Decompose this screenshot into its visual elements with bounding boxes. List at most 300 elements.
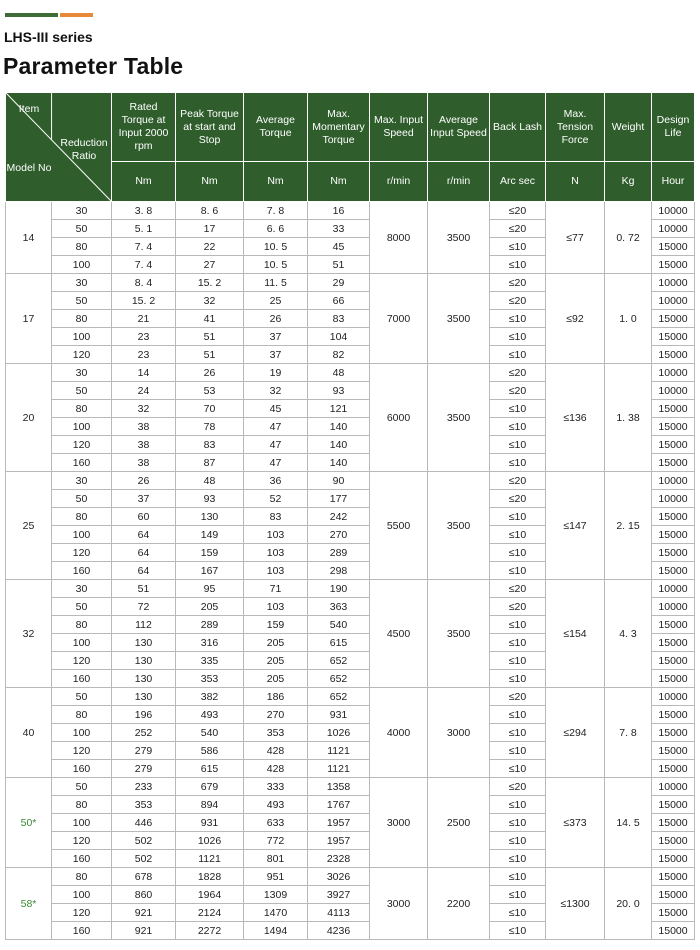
ratio-cell: 30 (52, 274, 112, 292)
max-momentary-torque-cell: 16 (308, 202, 370, 220)
backlash-cell: ≤20 (490, 598, 546, 616)
max-momentary-torque-cell: 33 (308, 220, 370, 238)
rated-torque-cell: 279 (112, 760, 176, 778)
rated-torque-cell: 130 (112, 634, 176, 652)
max-input-speed-cell: 8000 (370, 202, 428, 274)
average-torque-cell: 37 (244, 346, 308, 364)
corner-ratio-label: Reduction Ratio (60, 137, 108, 162)
max-momentary-torque-cell: 1358 (308, 778, 370, 796)
backlash-cell: ≤10 (490, 544, 546, 562)
design-life-cell: 10000 (652, 580, 695, 598)
average-torque-cell: 772 (244, 832, 308, 850)
ratio-cell: 120 (52, 832, 112, 850)
max-momentary-torque-cell: 104 (308, 328, 370, 346)
max-input-speed-cell: 5500 (370, 472, 428, 580)
peak-torque-cell: 1026 (176, 832, 244, 850)
backlash-cell: ≤10 (490, 670, 546, 688)
model-cell: 40 (6, 688, 52, 778)
backlash-cell: ≤10 (490, 922, 546, 940)
column-unit: Arc sec (490, 162, 546, 202)
design-life-cell: 15000 (652, 652, 695, 670)
rated-torque-cell: 5. 1 (112, 220, 176, 238)
rated-torque-cell: 24 (112, 382, 176, 400)
rated-torque-cell: 64 (112, 562, 176, 580)
max-tension-force-cell: ≤373 (546, 778, 605, 868)
backlash-cell: ≤10 (490, 310, 546, 328)
max-momentary-torque-cell: 29 (308, 274, 370, 292)
rated-torque-cell: 64 (112, 526, 176, 544)
column-unit: N (546, 162, 605, 202)
peak-torque-cell: 1121 (176, 850, 244, 868)
max-momentary-torque-cell: 48 (308, 364, 370, 382)
average-torque-cell: 428 (244, 742, 308, 760)
average-input-speed-cell: 3000 (428, 688, 490, 778)
peak-torque-cell: 335 (176, 652, 244, 670)
design-life-cell: 15000 (652, 346, 695, 364)
rated-torque-cell: 72 (112, 598, 176, 616)
weight-cell: 20. 0 (605, 868, 652, 940)
rated-torque-cell: 8. 4 (112, 274, 176, 292)
peak-torque-cell: 8. 6 (176, 202, 244, 220)
backlash-cell: ≤10 (490, 436, 546, 454)
rated-torque-cell: 60 (112, 508, 176, 526)
rated-torque-cell: 130 (112, 652, 176, 670)
max-momentary-torque-cell: 140 (308, 454, 370, 472)
average-torque-cell: 25 (244, 292, 308, 310)
max-tension-force-cell: ≤154 (546, 580, 605, 688)
max-input-speed-cell: 7000 (370, 274, 428, 364)
rated-torque-cell: 130 (112, 670, 176, 688)
peak-torque-cell: 316 (176, 634, 244, 652)
average-torque-cell: 45 (244, 400, 308, 418)
rated-torque-cell: 32 (112, 400, 176, 418)
average-torque-cell: 633 (244, 814, 308, 832)
rated-torque-cell: 38 (112, 454, 176, 472)
average-torque-cell: 83 (244, 508, 308, 526)
peak-torque-cell: 27 (176, 256, 244, 274)
average-torque-cell: 186 (244, 688, 308, 706)
max-momentary-torque-cell: 3927 (308, 886, 370, 904)
design-life-cell: 10000 (652, 382, 695, 400)
max-momentary-torque-cell: 540 (308, 616, 370, 634)
backlash-cell: ≤10 (490, 832, 546, 850)
rated-torque-cell: 353 (112, 796, 176, 814)
max-momentary-torque-cell: 83 (308, 310, 370, 328)
rated-torque-cell: 51 (112, 580, 176, 598)
backlash-cell: ≤20 (490, 220, 546, 238)
max-input-speed-cell: 3000 (370, 868, 428, 940)
peak-torque-cell: 159 (176, 544, 244, 562)
table-row (6, 364, 695, 382)
design-life-cell: 10000 (652, 490, 695, 508)
peak-torque-cell: 1828 (176, 868, 244, 886)
ratio-cell: 100 (52, 328, 112, 346)
model-cell: 32 (6, 580, 52, 688)
max-momentary-torque-cell: 82 (308, 346, 370, 364)
design-life-cell: 15000 (652, 238, 695, 256)
backlash-cell: ≤10 (490, 328, 546, 346)
series-title: LHS-III series (4, 29, 93, 45)
rated-torque-cell: 21 (112, 310, 176, 328)
peak-torque-cell: 53 (176, 382, 244, 400)
ratio-cell: 50 (52, 598, 112, 616)
average-torque-cell: 32 (244, 382, 308, 400)
design-life-cell: 15000 (652, 400, 695, 418)
average-input-speed-cell: 2500 (428, 778, 490, 868)
average-torque-cell: 36 (244, 472, 308, 490)
backlash-cell: ≤10 (490, 562, 546, 580)
table-row (6, 472, 695, 490)
design-life-cell: 15000 (652, 328, 695, 346)
average-torque-cell: 159 (244, 616, 308, 634)
backlash-cell: ≤10 (490, 634, 546, 652)
average-torque-cell: 951 (244, 868, 308, 886)
design-life-cell: 15000 (652, 886, 695, 904)
ratio-cell: 160 (52, 760, 112, 778)
model-cell: 25 (6, 472, 52, 580)
rated-torque-cell: 446 (112, 814, 176, 832)
ratio-cell: 160 (52, 670, 112, 688)
ratio-cell: 100 (52, 256, 112, 274)
max-tension-force-cell: ≤294 (546, 688, 605, 778)
column-unit: Nm (176, 162, 244, 202)
design-life-cell: 15000 (652, 634, 695, 652)
column-unit: Nm (308, 162, 370, 202)
rated-torque-cell: 64 (112, 544, 176, 562)
ratio-cell: 50 (52, 292, 112, 310)
peak-torque-cell: 894 (176, 796, 244, 814)
max-momentary-torque-cell: 177 (308, 490, 370, 508)
backlash-cell: ≤10 (490, 346, 546, 364)
average-torque-cell: 428 (244, 760, 308, 778)
max-momentary-torque-cell: 66 (308, 292, 370, 310)
ratio-cell: 100 (52, 724, 112, 742)
average-torque-cell: 10. 5 (244, 238, 308, 256)
max-tension-force-cell: ≤136 (546, 364, 605, 472)
ratio-cell: 120 (52, 346, 112, 364)
average-torque-cell: 47 (244, 454, 308, 472)
weight-cell: 14. 5 (605, 778, 652, 868)
average-torque-cell: 353 (244, 724, 308, 742)
table-row (6, 778, 695, 796)
average-input-speed-cell: 3500 (428, 364, 490, 472)
max-momentary-torque-cell: 298 (308, 562, 370, 580)
ratio-cell: 80 (52, 238, 112, 256)
max-input-speed-cell: 4500 (370, 580, 428, 688)
backlash-cell: ≤10 (490, 454, 546, 472)
weight-cell: 1. 0 (605, 274, 652, 364)
page-title: Parameter Table (3, 53, 184, 79)
peak-torque-cell: 1964 (176, 886, 244, 904)
rated-torque-cell: 130 (112, 688, 176, 706)
max-input-speed-cell: 6000 (370, 364, 428, 472)
column-header: Rated Torque at Input 2000 rpm (112, 93, 176, 162)
ratio-cell: 100 (52, 418, 112, 436)
rated-torque-cell: 921 (112, 922, 176, 940)
backlash-cell: ≤20 (490, 490, 546, 508)
column-unit: Kg (605, 162, 652, 202)
ratio-cell: 160 (52, 562, 112, 580)
design-life-cell: 10000 (652, 472, 695, 490)
backlash-cell: ≤10 (490, 904, 546, 922)
peak-torque-cell: 130 (176, 508, 244, 526)
max-momentary-torque-cell: 242 (308, 508, 370, 526)
ratio-cell: 50 (52, 490, 112, 508)
ratio-cell: 120 (52, 904, 112, 922)
ratio-cell: 100 (52, 634, 112, 652)
rated-torque-cell: 14 (112, 364, 176, 382)
average-torque-cell: 71 (244, 580, 308, 598)
average-torque-cell: 103 (244, 598, 308, 616)
backlash-cell: ≤10 (490, 724, 546, 742)
accent-bar-green (5, 13, 58, 17)
design-life-cell: 15000 (652, 868, 695, 886)
rated-torque-cell: 860 (112, 886, 176, 904)
model-cell: 20 (6, 364, 52, 472)
backlash-cell: ≤20 (490, 202, 546, 220)
average-torque-cell: 801 (244, 850, 308, 868)
design-life-cell: 15000 (652, 904, 695, 922)
rated-torque-cell: 196 (112, 706, 176, 724)
ratio-cell: 120 (52, 742, 112, 760)
average-input-speed-cell: 3500 (428, 580, 490, 688)
max-momentary-torque-cell: 1957 (308, 832, 370, 850)
design-life-cell: 15000 (652, 922, 695, 940)
max-momentary-torque-cell: 140 (308, 436, 370, 454)
column-header: Max. Tension Force (546, 93, 605, 162)
average-torque-cell: 103 (244, 526, 308, 544)
ratio-cell: 100 (52, 814, 112, 832)
backlash-cell: ≤10 (490, 760, 546, 778)
backlash-cell: ≤10 (490, 418, 546, 436)
backlash-cell: ≤10 (490, 706, 546, 724)
ratio-cell: 80 (52, 616, 112, 634)
peak-torque-cell: 353 (176, 670, 244, 688)
corner-item-label: Item (18, 103, 40, 115)
backlash-cell: ≤10 (490, 508, 546, 526)
backlash-cell: ≤10 (490, 616, 546, 634)
ratio-cell: 120 (52, 436, 112, 454)
max-momentary-torque-cell: 270 (308, 526, 370, 544)
backlash-cell: ≤10 (490, 400, 546, 418)
average-torque-cell: 10. 5 (244, 256, 308, 274)
design-life-cell: 10000 (652, 598, 695, 616)
average-input-speed-cell: 3500 (428, 274, 490, 364)
peak-torque-cell: 2124 (176, 904, 244, 922)
peak-torque-cell: 93 (176, 490, 244, 508)
peak-torque-cell: 586 (176, 742, 244, 760)
weight-cell: 4. 3 (605, 580, 652, 688)
average-torque-cell: 6. 6 (244, 220, 308, 238)
design-life-cell: 15000 (652, 616, 695, 634)
max-tension-force-cell: ≤92 (546, 274, 605, 364)
average-torque-cell: 103 (244, 562, 308, 580)
design-life-cell: 15000 (652, 418, 695, 436)
max-momentary-torque-cell: 652 (308, 688, 370, 706)
rated-torque-cell: 233 (112, 778, 176, 796)
rated-torque-cell: 502 (112, 832, 176, 850)
ratio-cell: 30 (52, 472, 112, 490)
backlash-cell: ≤10 (490, 742, 546, 760)
average-torque-cell: 270 (244, 706, 308, 724)
weight-cell: 0. 72 (605, 202, 652, 274)
column-header: Average Torque (244, 93, 308, 162)
max-tension-force-cell: ≤1300 (546, 868, 605, 940)
weight-cell: 1. 38 (605, 364, 652, 472)
max-momentary-torque-cell: 90 (308, 472, 370, 490)
ratio-cell: 160 (52, 850, 112, 868)
average-torque-cell: 52 (244, 490, 308, 508)
backlash-cell: ≤20 (490, 292, 546, 310)
column-unit: r/min (428, 162, 490, 202)
ratio-cell: 80 (52, 706, 112, 724)
ratio-cell: 80 (52, 508, 112, 526)
average-torque-cell: 1309 (244, 886, 308, 904)
peak-torque-cell: 51 (176, 346, 244, 364)
ratio-cell: 50 (52, 688, 112, 706)
average-torque-cell: 47 (244, 418, 308, 436)
table-row (6, 868, 695, 886)
max-momentary-torque-cell: 1767 (308, 796, 370, 814)
design-life-cell: 15000 (652, 310, 695, 328)
design-life-cell: 15000 (652, 796, 695, 814)
ratio-cell: 100 (52, 526, 112, 544)
backlash-cell: ≤20 (490, 688, 546, 706)
ratio-cell: 50 (52, 778, 112, 796)
column-header: Back Lash (490, 93, 546, 162)
peak-torque-cell: 167 (176, 562, 244, 580)
max-momentary-torque-cell: 1957 (308, 814, 370, 832)
column-unit: Hour (652, 162, 695, 202)
max-momentary-torque-cell: 45 (308, 238, 370, 256)
design-life-cell: 10000 (652, 778, 695, 796)
rated-torque-cell: 3. 8 (112, 202, 176, 220)
max-momentary-torque-cell: 3026 (308, 868, 370, 886)
peak-torque-cell: 679 (176, 778, 244, 796)
design-life-cell: 10000 (652, 364, 695, 382)
ratio-cell: 30 (52, 202, 112, 220)
max-momentary-torque-cell: 140 (308, 418, 370, 436)
peak-torque-cell: 149 (176, 526, 244, 544)
peak-torque-cell: 32 (176, 292, 244, 310)
max-momentary-torque-cell: 931 (308, 706, 370, 724)
column-header: Weight (605, 93, 652, 162)
peak-torque-cell: 78 (176, 418, 244, 436)
peak-torque-cell: 70 (176, 400, 244, 418)
max-momentary-torque-cell: 2328 (308, 850, 370, 868)
max-tension-force-cell: ≤147 (546, 472, 605, 580)
model-cell: 14 (6, 202, 52, 274)
rated-torque-cell: 38 (112, 418, 176, 436)
average-input-speed-cell: 2200 (428, 868, 490, 940)
backlash-cell: ≤10 (490, 652, 546, 670)
max-momentary-torque-cell: 652 (308, 652, 370, 670)
max-momentary-torque-cell: 190 (308, 580, 370, 598)
peak-torque-cell: 48 (176, 472, 244, 490)
ratio-cell: 120 (52, 544, 112, 562)
ratio-cell: 120 (52, 652, 112, 670)
average-torque-cell: 205 (244, 670, 308, 688)
average-input-speed-cell: 3500 (428, 472, 490, 580)
max-momentary-torque-cell: 51 (308, 256, 370, 274)
design-life-cell: 15000 (652, 454, 695, 472)
column-header: Max. Momentary Torque (308, 93, 370, 162)
backlash-cell: ≤10 (490, 238, 546, 256)
column-unit: Nm (112, 162, 176, 202)
rated-torque-cell: 502 (112, 850, 176, 868)
ratio-cell: 160 (52, 454, 112, 472)
rated-torque-cell: 7. 4 (112, 256, 176, 274)
ratio-cell: 80 (52, 310, 112, 328)
backlash-cell: ≤20 (490, 472, 546, 490)
max-momentary-torque-cell: 93 (308, 382, 370, 400)
backlash-cell: ≤10 (490, 886, 546, 904)
design-life-cell: 15000 (652, 832, 695, 850)
model-cell: 58* (6, 868, 52, 940)
ratio-cell: 80 (52, 868, 112, 886)
weight-cell: 2. 15 (605, 472, 652, 580)
design-life-cell: 10000 (652, 202, 695, 220)
rated-torque-cell: 7. 4 (112, 238, 176, 256)
peak-torque-cell: 17 (176, 220, 244, 238)
accent-bar-orange (60, 13, 93, 17)
max-momentary-torque-cell: 4113 (308, 904, 370, 922)
peak-torque-cell: 540 (176, 724, 244, 742)
max-input-speed-cell: 4000 (370, 688, 428, 778)
average-torque-cell: 493 (244, 796, 308, 814)
ratio-cell: 50 (52, 220, 112, 238)
design-life-cell: 15000 (652, 742, 695, 760)
column-header: Max. Input Speed (370, 93, 428, 162)
max-momentary-torque-cell: 1026 (308, 724, 370, 742)
peak-torque-cell: 205 (176, 598, 244, 616)
peak-torque-cell: 493 (176, 706, 244, 724)
ratio-cell: 160 (52, 922, 112, 940)
backlash-cell: ≤20 (490, 580, 546, 598)
design-life-cell: 15000 (652, 256, 695, 274)
peak-torque-cell: 51 (176, 328, 244, 346)
backlash-cell: ≤10 (490, 256, 546, 274)
average-torque-cell: 205 (244, 652, 308, 670)
rated-torque-cell: 252 (112, 724, 176, 742)
table-row (6, 688, 695, 706)
average-torque-cell: 47 (244, 436, 308, 454)
peak-torque-cell: 22 (176, 238, 244, 256)
backlash-cell: ≤10 (490, 526, 546, 544)
design-life-cell: 15000 (652, 760, 695, 778)
rated-torque-cell: 38 (112, 436, 176, 454)
weight-cell: 7. 8 (605, 688, 652, 778)
peak-torque-cell: 15. 2 (176, 274, 244, 292)
table-row (6, 580, 695, 598)
average-torque-cell: 1494 (244, 922, 308, 940)
column-unit: Nm (244, 162, 308, 202)
ratio-cell: 30 (52, 580, 112, 598)
average-torque-cell: 333 (244, 778, 308, 796)
ratio-cell: 50 (52, 382, 112, 400)
design-life-cell: 15000 (652, 562, 695, 580)
max-input-speed-cell: 3000 (370, 778, 428, 868)
peak-torque-cell: 26 (176, 364, 244, 382)
parameter-table (5, 92, 695, 940)
ratio-cell: 30 (52, 364, 112, 382)
backlash-cell: ≤20 (490, 382, 546, 400)
design-life-cell: 10000 (652, 220, 695, 238)
peak-torque-cell: 289 (176, 616, 244, 634)
design-life-cell: 15000 (652, 670, 695, 688)
average-torque-cell: 11. 5 (244, 274, 308, 292)
ratio-cell: 80 (52, 796, 112, 814)
